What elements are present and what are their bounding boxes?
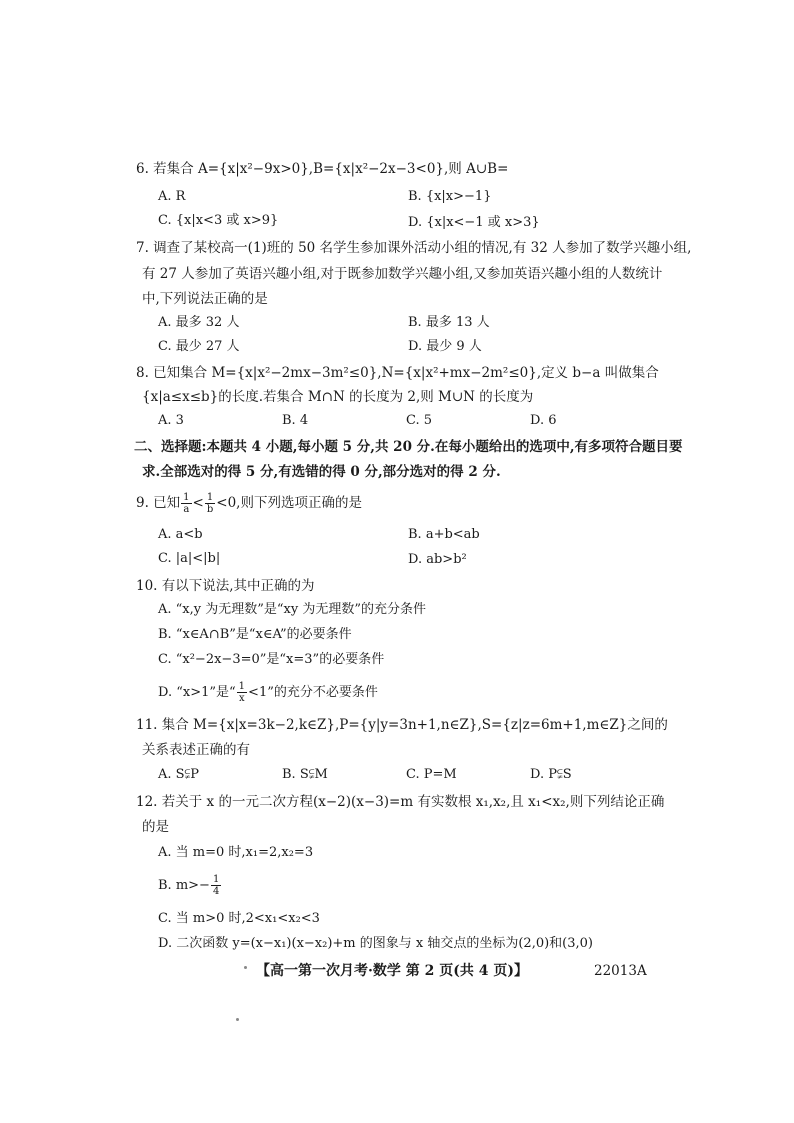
q10-d-suffix: <1”的充分不必要条件 <box>248 685 378 700</box>
q8-option-d: D. 6 <box>530 413 557 428</box>
q11-line1: 11. 集合 M={x|x=3k−2,k∈Z},P={y|y=3n+1,n∈Z},S={z|z=6m+1,m∈Z}之间的 <box>136 717 668 733</box>
scan-speck <box>244 966 247 969</box>
q8-line1: 8. 已知集合 M={x|x²−2mx−3m²≤0},N={x|x²+mx−2m²≤0},定义 b−a 叫做集合 <box>136 365 659 381</box>
q10-d-prefix: D. “x>1”是“ <box>158 685 236 700</box>
q7-option-b: B. 最多 13 人 <box>408 315 490 330</box>
q11-option-c: C. P=M <box>406 767 457 782</box>
q7-option-a: A. 最多 32 人 <box>158 315 240 330</box>
q8-option-b: B. 4 <box>282 413 309 428</box>
q11-option-b: B. S⫋M <box>282 767 328 782</box>
q6-option-c: C. {x|x<3 或 x>9} <box>158 213 279 228</box>
q6-option-b: B. {x|x>−1} <box>408 189 492 204</box>
q10-option-c: C. “x²−2x−3=0”是“x=3”的必要条件 <box>158 652 385 667</box>
q10-option-a: A. “x,y 为无理数”是“xy 为无理数”的充分条件 <box>158 602 426 617</box>
q10-option-b: B. “x∈A∩B”是“x∈A”的必要条件 <box>158 627 352 642</box>
q12-b-prefix: B. m>− <box>158 878 210 893</box>
scan-speck <box>236 1018 239 1021</box>
q8-line2: {x|a≤x≤b}的长度.若集合 M∩N 的长度为 2,则 M∪N 的长度为 <box>142 389 534 405</box>
q10-d-fraction: $\frac{1}{x}$ <box>238 681 246 704</box>
q12-option-a: A. 当 m=0 时,x₁=2,x₂=3 <box>158 845 314 860</box>
q9-prefix: 9. 已知 <box>136 495 181 511</box>
q8-option-a: A. 3 <box>158 413 184 428</box>
q9-fraction-2: $\frac{1}{b}$ <box>206 492 214 515</box>
page-footer-code: 22013A <box>594 963 647 979</box>
q7-option-c: C. 最少 27 人 <box>158 339 240 354</box>
q12-b-fraction: $\frac{1}{4}$ <box>212 874 220 897</box>
q7-line2: 有 27 人参加了英语兴趣小组,对于既参加数学兴趣小组,又参加英语兴趣小组的人数统计 <box>142 266 663 282</box>
q9-stem <box>136 490 362 516</box>
q7-line3: 中,下列说法正确的是 <box>142 291 268 307</box>
q8-option-c: C. 5 <box>406 413 433 428</box>
q10-stem: 10. 有以下说法,其中正确的为 <box>136 578 315 594</box>
q12-line1: 12. 若关于 x 的一元二次方程(x−2)(x−3)=m 有实数根 x₁,x₂,且 x₁<x₂,则下列结论正确 <box>136 794 665 810</box>
section2-header-line1: 二、选择题:本题共 4 小题,每小题 5 分,共 20 分.在每小题给出的选项中,有多项符合题目要 <box>134 439 683 455</box>
page-footer-title: 【高一第一次月考·数学 第 2 页(共 4 页)】 <box>256 963 528 979</box>
q11-option-a: A. S⫋P <box>158 767 200 782</box>
q9-fraction-1: $\frac{1}{a}$ <box>183 492 190 515</box>
q6-stem: 6. 若集合 A={x|x²−9x>0},B={x|x²−2x−3<0},则 A∪B= <box>136 161 509 177</box>
q6-option-a: A. R <box>158 189 186 204</box>
q9-option-c: C. |a|<|b| <box>158 551 221 566</box>
q11-line2: 关系表述正确的有 <box>142 742 250 758</box>
q9-suffix: <0,则下列选项正确的是 <box>216 495 362 511</box>
q9-option-b: B. a+b<ab <box>408 527 480 542</box>
q12-line2: 的是 <box>142 819 169 835</box>
q9-option-d: D. ab>b² <box>408 552 467 567</box>
q7-line1: 7. 调查了某校高一(1)班的 50 名学生参加课外活动小组的情况,有 32 人参加了数学兴趣小组, <box>136 240 692 256</box>
section2-header-line2: 求.全部选对的得 5 分,有选错的得 0 分,部分选对的得 2 分. <box>142 464 501 480</box>
q12-option-b <box>158 872 222 900</box>
q9-mid: < <box>192 495 204 511</box>
q10-option-d <box>158 680 378 706</box>
q12-option-c: C. 当 m>0 时,2<x₁<x₂<3 <box>158 911 320 926</box>
q7-option-d: D. 最少 9 人 <box>408 339 482 354</box>
q9-option-a: A. a<b <box>158 527 203 542</box>
q11-option-d: D. P⫋S <box>530 767 572 782</box>
q12-option-d: D. 二次函数 y=(x−x₁)(x−x₂)+m 的图象与 x 轴交点的坐标为(2,0)和(3,0) <box>158 936 593 951</box>
q6-option-d: D. {x|x<−1 或 x>3} <box>408 215 540 230</box>
